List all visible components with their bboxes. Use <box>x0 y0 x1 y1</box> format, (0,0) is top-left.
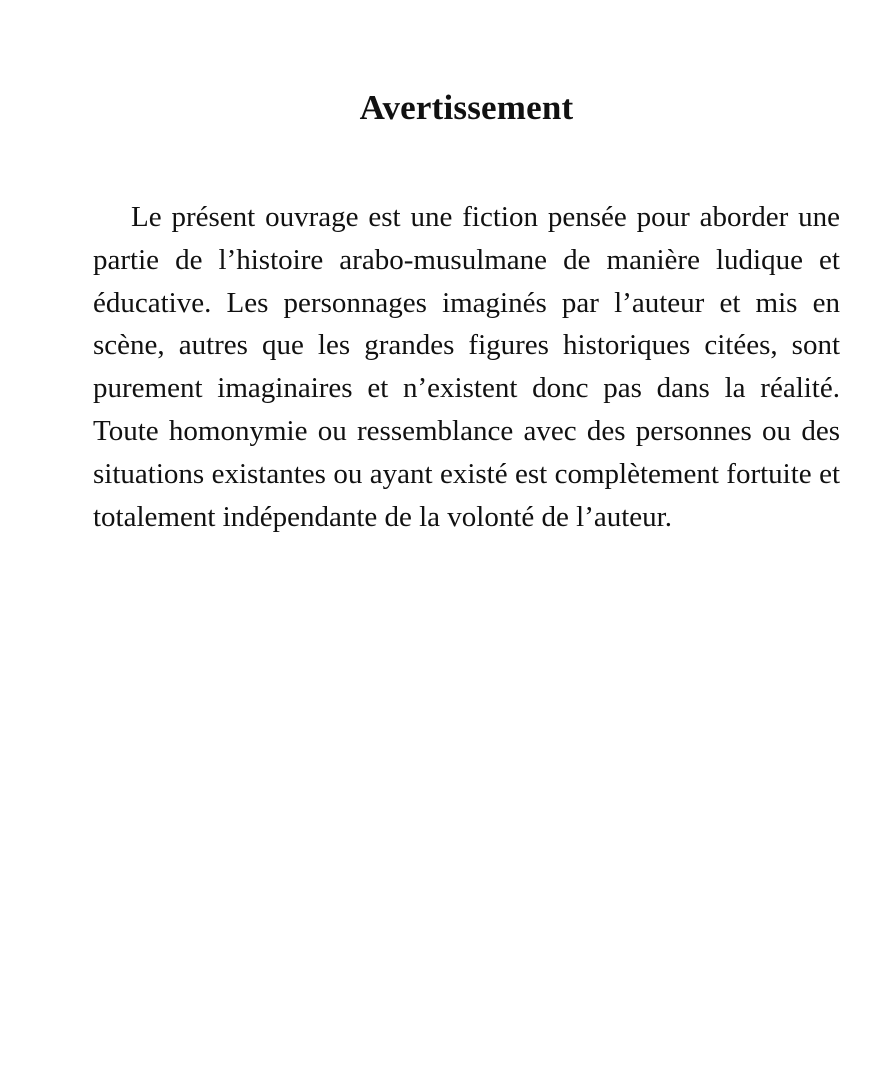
disclaimer-paragraph: Le présent ouvrage est une fiction pensée pour aborder une partie de l’histoire arabo-musulmane de manière ludique et éducative. Les personnages imaginés par l’auteur et mis en scène, autres que les grandes figures historiques citées, sont purement imaginaires et n’existent donc pas dans la réalité. Toute homonymie ou ressemblance avec des personnes ou des situations existantes ou ayant existé est complètement fortuite et totalement indépendante de la volonté de l’auteur. <box>93 201 840 533</box>
page-title: Avertissement <box>359 88 574 127</box>
